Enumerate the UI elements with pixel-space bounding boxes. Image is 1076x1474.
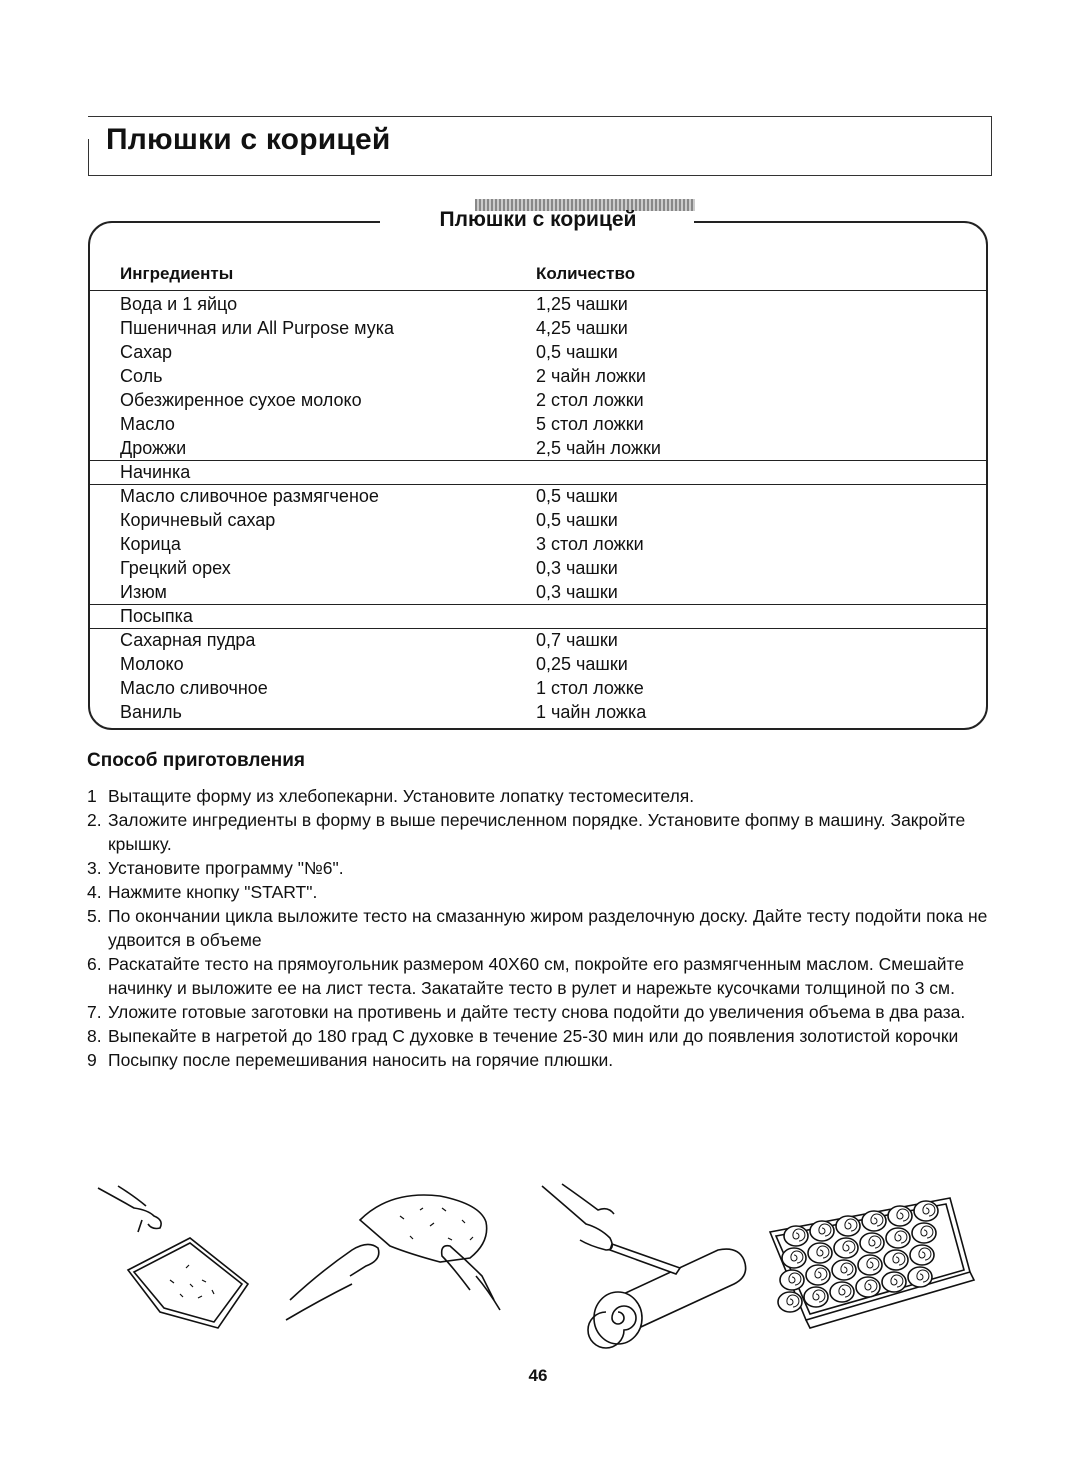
step-number: 7. — [87, 1002, 102, 1022]
ingredient-name: Дрожжи — [120, 438, 187, 458]
ingredient-quantity: 0,7 чашки — [536, 630, 618, 650]
ingredient-name: Обезжиренное сухое молоко — [120, 390, 362, 410]
page-title: Плюшки с корицей — [106, 123, 391, 156]
ingredient-name: Посыпка — [120, 606, 193, 626]
ingredient-quantity: 1,25 чашки — [536, 294, 628, 314]
ingredients-header: Ингредиенты — [120, 264, 234, 283]
step-number: 8. — [87, 1026, 102, 1046]
method-step — [87, 856, 997, 880]
step-text: По окончании цикла выложите тесто на смазанную жиром разделочную доску. Дайте тесту подойти пока не удвоится в объеме — [108, 906, 988, 950]
ingredient-quantity: 1 стол ложке — [536, 678, 644, 698]
ingredient-quantity: 0,3 чашки — [536, 582, 618, 602]
tray-of-rolls-illustration — [770, 1198, 974, 1328]
ingredient-quantity: 3 стол ложки — [536, 534, 644, 554]
method-step — [87, 784, 997, 808]
method-step — [87, 880, 997, 904]
ingredient-name: Ваниль — [120, 702, 182, 722]
step-text: Выпекайте в нагретой до 180 град С духовке в течение 25-30 мин или до появления золотистой корочки — [108, 1026, 959, 1046]
ingredient-name: Сахар — [120, 342, 173, 362]
ingredient-quantity: 0,5 чашки — [536, 342, 618, 362]
slicing-roll-illustration — [542, 1184, 746, 1348]
method-step — [87, 1000, 997, 1024]
step-number: 1 — [87, 786, 97, 806]
ingredient-name: Масло — [120, 414, 175, 434]
section-divider — [90, 460, 987, 461]
section-divider — [90, 604, 987, 605]
ingredient-quantity: 2,5 чайн ложки — [536, 438, 661, 458]
ingredient-quantity: 0,3 чашки — [536, 558, 618, 578]
ingredient-quantity: 2 чайн ложки — [536, 366, 646, 386]
ingredient-quantity: 0,25 чашки — [536, 654, 628, 674]
rolling-dough-illustration — [286, 1195, 500, 1320]
ingredient-quantity: 0,5 чашки — [536, 486, 618, 506]
step-text: Посыпку после перемешивания наносить на горячие плюшки. — [108, 1050, 614, 1070]
ingredient-quantity: 4,25 чашки — [536, 318, 628, 338]
ingredient-name: Масло сливочное размягченое — [120, 486, 379, 506]
method-steps — [87, 784, 997, 1072]
step-number: 4. — [87, 882, 102, 902]
step-text: Нажмите кнопку "START". — [108, 882, 318, 902]
step-text: Заложите ингредиенты в форму в выше перечисленном порядке. Установите фопму в машину. Закройте крышку. — [108, 810, 966, 854]
method-step — [87, 808, 997, 856]
step-number: 5. — [87, 906, 102, 926]
illustrations — [90, 1180, 990, 1350]
page-number: 46 — [528, 1366, 548, 1385]
quantity-header: Количество — [536, 264, 636, 283]
method-step — [87, 904, 997, 952]
step-text: Установите программу "№6". — [108, 858, 344, 878]
step-text: Уложите готовые заготовки на противень и дайте тесту снова подойти до увеличения объема в два раза. — [108, 1002, 966, 1022]
ingredient-name: Коричневый сахар — [120, 510, 276, 530]
step-text: Вытащите форму из хлебопекарни. Установите лопатку тестомесителя. — [108, 786, 695, 806]
step-number: 3. — [87, 858, 102, 878]
step-number: 6. — [87, 954, 102, 974]
ingredient-name: Масло сливочное — [120, 678, 268, 698]
ingredient-name: Изюм — [120, 582, 167, 602]
method-step — [87, 952, 997, 1000]
ingredient-name: Соль — [120, 366, 163, 386]
ingredient-quantity: 5 стол ложки — [536, 414, 644, 434]
step-number: 2. — [87, 810, 102, 830]
dough-square-illustration — [98, 1186, 248, 1328]
ingredient-name: Корица — [120, 534, 181, 554]
method-step — [87, 1024, 997, 1048]
step-text: Раскатайте тесто на прямоугольник размером 40Х60 см, покройте его размягченным маслом. Смешайте начинку и выложите ее на лист теста. Закатайте тесто в рулет и нарежьте кусочками толщиной по 3 см. — [108, 954, 965, 998]
ingredient-name: Сахарная пудра — [120, 630, 256, 650]
ingredient-quantity: 1 чайн ложка — [536, 702, 647, 722]
ingredient-name: Грецкий орех — [120, 558, 231, 578]
title-box — [88, 116, 992, 176]
recipe-title: Плюшки с корицей — [439, 208, 637, 231]
method-title: Способ приготовления — [87, 750, 306, 771]
method-step — [87, 1048, 997, 1072]
ingredient-quantity: 0,5 чашки — [536, 510, 618, 530]
header-divider — [90, 290, 987, 291]
ingredient-quantity: 2 стол ложки — [536, 390, 644, 410]
step-number: 9 — [87, 1050, 97, 1070]
ingredient-name: Молоко — [120, 654, 184, 674]
ingredient-name: Вода и 1 яйцо — [120, 294, 238, 314]
ingredient-name: Начинка — [120, 462, 191, 482]
ingredient-name: Пшеничная или All Purpose мука — [120, 318, 394, 338]
